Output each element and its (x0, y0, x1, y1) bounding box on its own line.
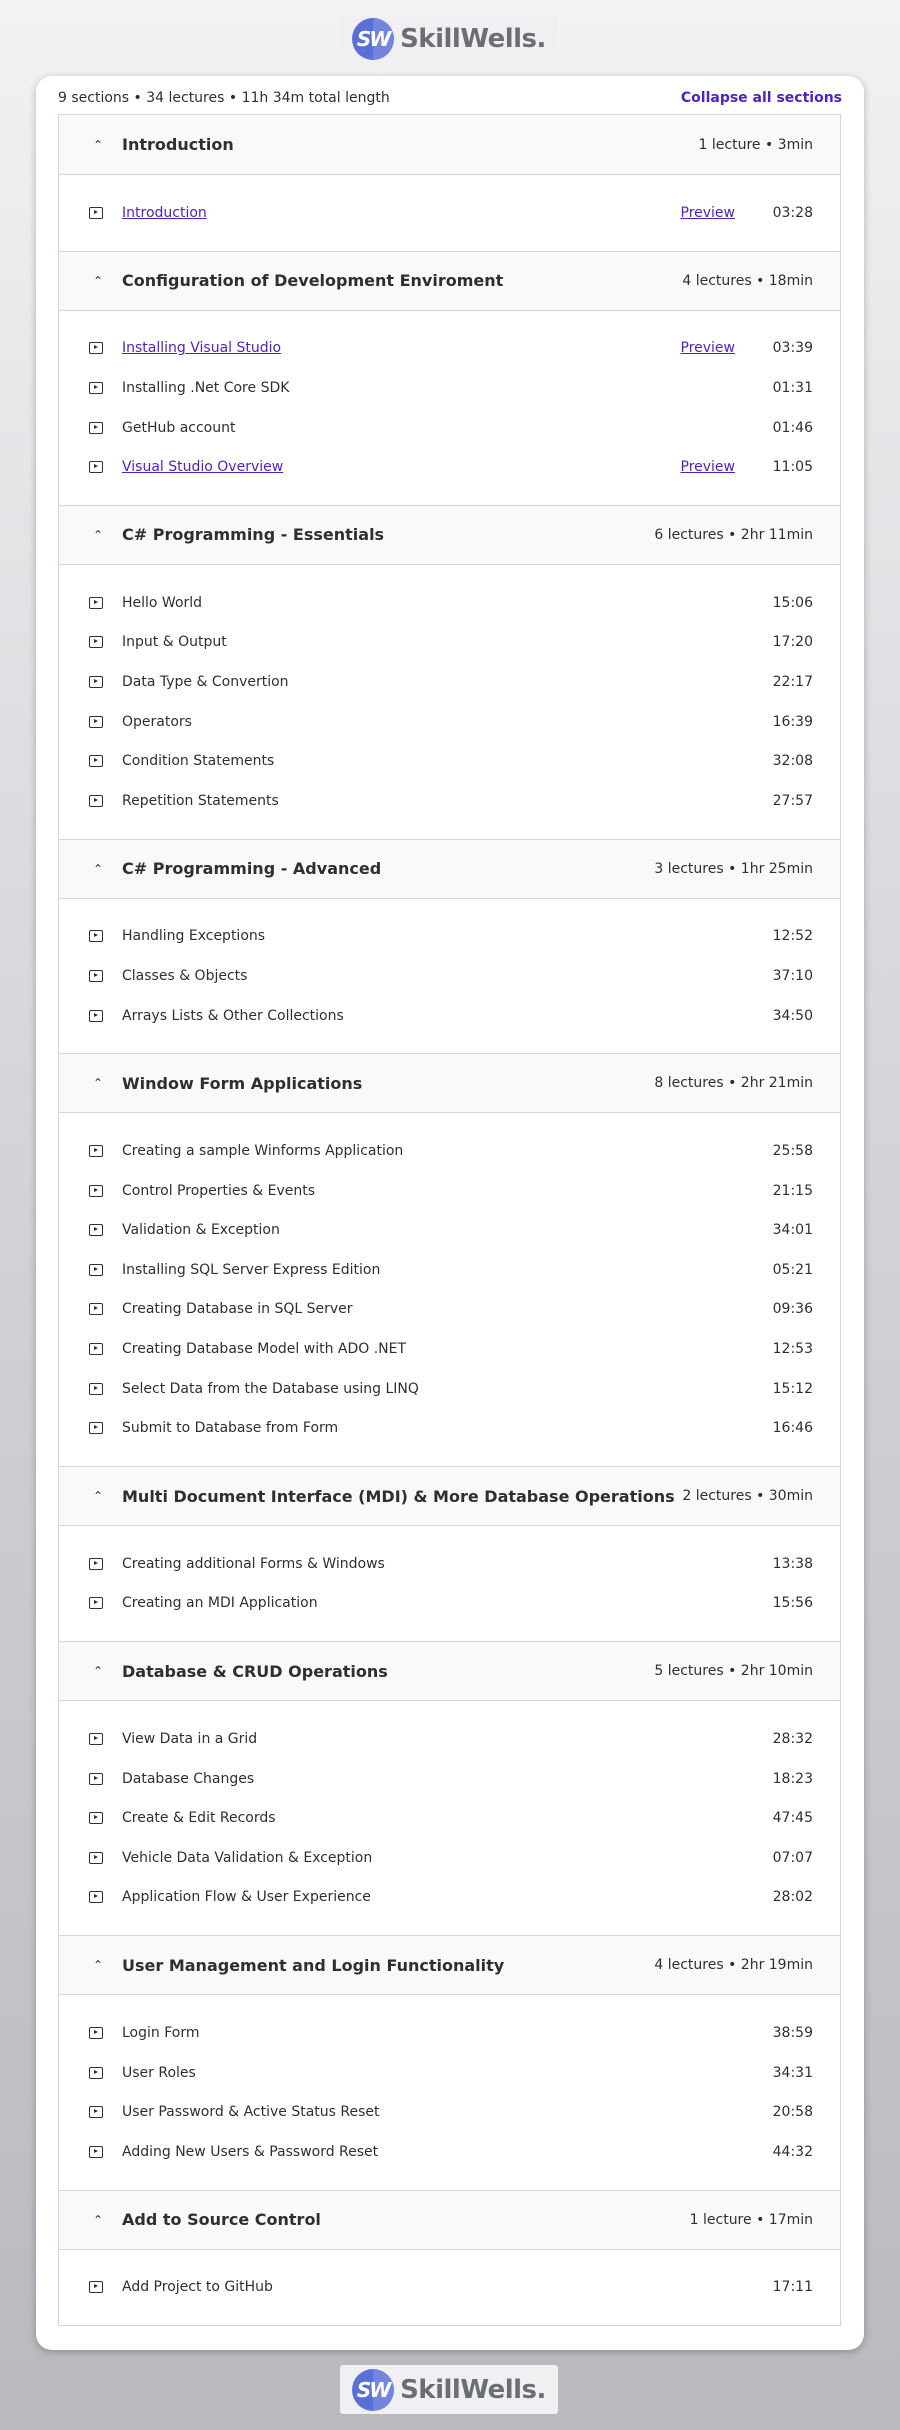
chevron-up-icon: ⌃ (92, 1076, 104, 1091)
section-title: User Management and Login Functionality (122, 1955, 505, 1975)
section-title: C# Programming - Advanced (122, 859, 382, 879)
lecture-item (89, 1719, 813, 1759)
lecture-item (89, 1838, 813, 1878)
lecture-item (89, 2053, 813, 2093)
video-play-icon (89, 636, 103, 648)
lecture-item (89, 1798, 813, 1838)
section-title: Introduction (122, 135, 234, 154)
lecture-item (89, 1544, 813, 1584)
chevron-up-icon: ⌃ (92, 1958, 104, 1973)
lecture-list (59, 565, 840, 839)
lecture-duration: 11:05 (772, 459, 813, 476)
lecture-duration: 15:06 (772, 594, 813, 611)
lecture-title: Add Project to GitHub (122, 2279, 273, 2296)
section-meta: 1 lecture • 3min (698, 136, 813, 153)
section-header[interactable] (59, 1935, 840, 1995)
lecture-list (59, 899, 840, 1054)
section-meta: 2 lectures • 30min (682, 1488, 813, 1505)
lecture-duration: 05:21 (772, 1261, 813, 1278)
lecture-title: Arrays Lists & Other Collections (122, 1007, 344, 1024)
video-play-icon (89, 1422, 103, 1434)
video-play-icon (89, 597, 103, 609)
chevron-up-icon: ⌃ (92, 861, 104, 876)
lecture-title: Creating an MDI Application (122, 1595, 318, 1612)
chevron-up-icon: ⌃ (92, 1489, 104, 1504)
chevron-up-icon: ⌃ (92, 527, 104, 542)
lecture-duration: 34:01 (772, 1222, 813, 1239)
lecture-title: Vehicle Data Validation & Exception (122, 1849, 373, 1866)
lecture-item (89, 623, 813, 663)
chevron-up-icon: ⌃ (92, 1664, 104, 1679)
lecture-duration: 47:45 (772, 1810, 813, 1827)
lecture-item (89, 2092, 813, 2132)
video-play-icon (89, 2106, 103, 2118)
lecture-title: Classes & Objects (122, 967, 248, 984)
lecture-item (89, 1878, 813, 1918)
lecture-list (59, 1995, 840, 2189)
lecture-title: Submit to Database from Form (122, 1420, 339, 1437)
video-play-icon (89, 1303, 103, 1315)
lecture-duration: 25:58 (772, 1143, 813, 1160)
section-meta: 4 lectures • 2hr 19min (654, 1957, 813, 1974)
lecture-duration: 21:15 (772, 1182, 813, 1199)
lecture-duration: 13:38 (772, 1555, 813, 1572)
lecture-duration: 16:39 (772, 713, 813, 730)
lecture-item (89, 1211, 813, 1251)
lecture-title: Login Form (122, 2025, 200, 2042)
lecture-title: Repetition Statements (122, 792, 279, 809)
lecture-title: Handling Exceptions (122, 928, 266, 945)
lecture-duration: 34:50 (772, 1007, 813, 1024)
logo-mark: SW (352, 18, 394, 60)
video-play-icon (89, 2281, 103, 2293)
lecture-title: Creating additional Forms & Windows (122, 1555, 385, 1572)
lecture-item (89, 408, 813, 448)
section-title: Database & CRUD Operations (122, 1661, 388, 1681)
lecture-item (89, 1171, 813, 1211)
section-header[interactable] (59, 839, 840, 899)
lecture-duration: 17:11 (772, 2279, 813, 2296)
lecture-duration: 32:08 (772, 753, 813, 770)
chevron-up-icon: ⌃ (92, 2212, 104, 2227)
collapse-all-button[interactable]: Collapse all sections (680, 90, 842, 106)
video-play-icon (89, 970, 103, 982)
video-play-icon (89, 716, 103, 728)
lecture-title: Database Changes (122, 1770, 255, 1787)
lecture-title: Select Data from the Database using LINQ (122, 1380, 419, 1397)
lecture-item (89, 1250, 813, 1290)
lecture-title: Creating Database in SQL Server (122, 1301, 353, 1318)
lecture-duration: 12:52 (772, 928, 813, 945)
section-title: Multi Document Interface (MDI) & More Database Operations (122, 1486, 675, 1506)
video-play-icon (89, 422, 103, 434)
video-play-icon (89, 1733, 103, 1745)
lecture-item (89, 702, 813, 742)
lecture-duration: 03:28 (772, 204, 813, 221)
lecture-title: Create & Edit Records (122, 1810, 276, 1827)
lecture-list (59, 175, 840, 251)
lecture-duration: 15:56 (772, 1595, 813, 1612)
lecture-item (89, 996, 813, 1036)
video-play-icon (89, 207, 103, 219)
preview-link[interactable]: Preview (680, 340, 735, 357)
video-play-icon (89, 1010, 103, 1022)
lecture-duration: 28:02 (772, 1889, 813, 1906)
section-meta: 1 lecture • 17min (689, 2211, 813, 2228)
video-play-icon (89, 1773, 103, 1785)
lecture-item (89, 781, 813, 821)
video-play-icon (89, 1558, 103, 1570)
lecture-duration: 09:36 (772, 1301, 813, 1318)
section-header[interactable] (59, 1641, 840, 1701)
lecture-title: Hello World (122, 594, 203, 611)
lecture-item (89, 1369, 813, 1409)
lecture-duration: 17:20 (772, 634, 813, 651)
lecture-duration: 20:58 (772, 2104, 813, 2121)
lecture-item (89, 368, 813, 408)
lecture-list (59, 311, 840, 505)
section-meta: 5 lectures • 2hr 10min (654, 1663, 813, 1680)
video-play-icon (89, 2067, 103, 2079)
lecture-list (59, 1526, 840, 1641)
preview-link[interactable]: Preview (680, 204, 735, 221)
video-play-icon (89, 2027, 103, 2039)
lecture-title: Input & Output (122, 634, 227, 651)
curriculum-summary (58, 84, 842, 112)
video-play-icon (89, 382, 103, 394)
lecture-duration: 22:17 (772, 673, 813, 690)
summary-text: 9 sections • 34 lectures • 11h 34m total length (58, 90, 390, 106)
lecture-duration: 16:46 (772, 1420, 813, 1437)
section-header[interactable] (59, 2190, 840, 2250)
preview-link[interactable]: Preview (680, 459, 735, 476)
lecture-item[interactable] (89, 193, 813, 233)
lecture-item (89, 2132, 813, 2172)
lecture-duration: 01:46 (772, 419, 813, 436)
lecture-list (59, 2250, 840, 2326)
section-header[interactable] (59, 115, 840, 175)
lecture-title: GetHub account (122, 419, 236, 436)
logo-text: SkillWells. (400, 2374, 546, 2405)
lecture-list (59, 1701, 840, 1935)
lecture-title: User Password & Active Status Reset (122, 2104, 380, 2121)
lecture-duration: 27:57 (772, 792, 813, 809)
section-header[interactable] (59, 1053, 840, 1113)
lecture-item[interactable] (89, 447, 813, 487)
video-play-icon (89, 1812, 103, 1824)
lecture-item (89, 583, 813, 623)
section-meta: 4 lectures • 18min (682, 272, 813, 289)
sections-list (58, 114, 841, 2326)
lecture-duration: 15:12 (772, 1380, 813, 1397)
lecture-title[interactable]: Introduction (122, 204, 207, 221)
lecture-title[interactable]: Visual Studio Overview (122, 459, 284, 476)
section-header[interactable] (59, 505, 840, 565)
section-meta: 6 lectures • 2hr 11min (654, 526, 813, 543)
section-header[interactable] (59, 251, 840, 311)
section-meta: 8 lectures • 2hr 21min (654, 1075, 813, 1092)
video-play-icon (89, 342, 103, 354)
lecture-duration: 18:23 (772, 1770, 813, 1787)
section-title: C# Programming - Essentials (122, 525, 385, 545)
video-play-icon (89, 676, 103, 688)
lecture-item (89, 917, 813, 957)
section-header[interactable] (59, 1466, 840, 1526)
lecture-title: View Data in a Grid (122, 1731, 258, 1748)
video-play-icon (89, 795, 103, 807)
logo-top (340, 14, 558, 63)
lecture-item (89, 2013, 813, 2053)
lecture-duration: 38:59 (772, 2025, 813, 2042)
lecture-item (89, 1329, 813, 1369)
lecture-duration: 34:31 (772, 2064, 813, 2081)
lecture-title: Data Type & Convertion (122, 673, 289, 690)
lecture-title: Creating a sample Winforms Application (122, 1143, 404, 1160)
lecture-item[interactable] (89, 329, 813, 369)
video-play-icon (89, 461, 103, 473)
lecture-duration: 28:32 (772, 1731, 813, 1748)
chevron-up-icon: ⌃ (92, 273, 104, 288)
chevron-up-icon: ⌃ (92, 137, 104, 152)
video-play-icon (89, 1852, 103, 1864)
video-play-icon (89, 1224, 103, 1236)
lecture-duration: 12:53 (772, 1341, 813, 1358)
video-play-icon (89, 930, 103, 942)
lecture-item (89, 956, 813, 996)
video-play-icon (89, 1185, 103, 1197)
lecture-title[interactable]: Installing Visual Studio (122, 340, 282, 357)
lecture-title: Installing .Net Core SDK (122, 379, 290, 396)
logo-text: SkillWells. (400, 23, 546, 54)
video-play-icon (89, 1145, 103, 1157)
lecture-title: Application Flow & User Experience (122, 1889, 371, 1906)
lecture-list (59, 1113, 840, 1466)
lecture-title: Adding New Users & Password Reset (122, 2143, 379, 2160)
lecture-duration: 01:31 (772, 379, 813, 396)
section-title: Window Form Applications (122, 1073, 363, 1093)
lecture-duration: 03:39 (772, 340, 813, 357)
video-play-icon (89, 2146, 103, 2158)
lecture-item (89, 2268, 813, 2308)
video-play-icon (89, 755, 103, 767)
logo-bottom (340, 2365, 558, 2414)
section-title: Configuration of Development Enviroment (122, 271, 504, 291)
lecture-title: User Roles (122, 2064, 196, 2081)
lecture-title: Validation & Exception (122, 1222, 280, 1239)
lecture-duration: 37:10 (772, 967, 813, 984)
video-play-icon (89, 1264, 103, 1276)
video-play-icon (89, 1383, 103, 1395)
logo-mark: SW (352, 2369, 394, 2411)
lecture-duration: 07:07 (772, 1849, 813, 1866)
lecture-title: Operators (122, 713, 192, 730)
lecture-duration: 44:32 (772, 2143, 813, 2160)
video-play-icon (89, 1343, 103, 1355)
section-title: Add to Source Control (122, 2210, 321, 2230)
lecture-item (89, 1131, 813, 1171)
lecture-title: Installing SQL Server Express Edition (122, 1261, 381, 1278)
lecture-item (89, 1584, 813, 1624)
lecture-item (89, 662, 813, 702)
lecture-title: Creating Database Model with ADO .NET (122, 1341, 407, 1358)
lecture-item (89, 741, 813, 781)
video-play-icon (89, 1891, 103, 1903)
lecture-item (89, 1290, 813, 1330)
lecture-title: Condition Statements (122, 753, 275, 770)
section-meta: 3 lectures • 1hr 25min (654, 860, 813, 877)
lecture-title: Control Properties & Events (122, 1182, 316, 1199)
video-play-icon (89, 1597, 103, 1609)
lecture-item (89, 1759, 813, 1799)
lecture-item (89, 1408, 813, 1448)
